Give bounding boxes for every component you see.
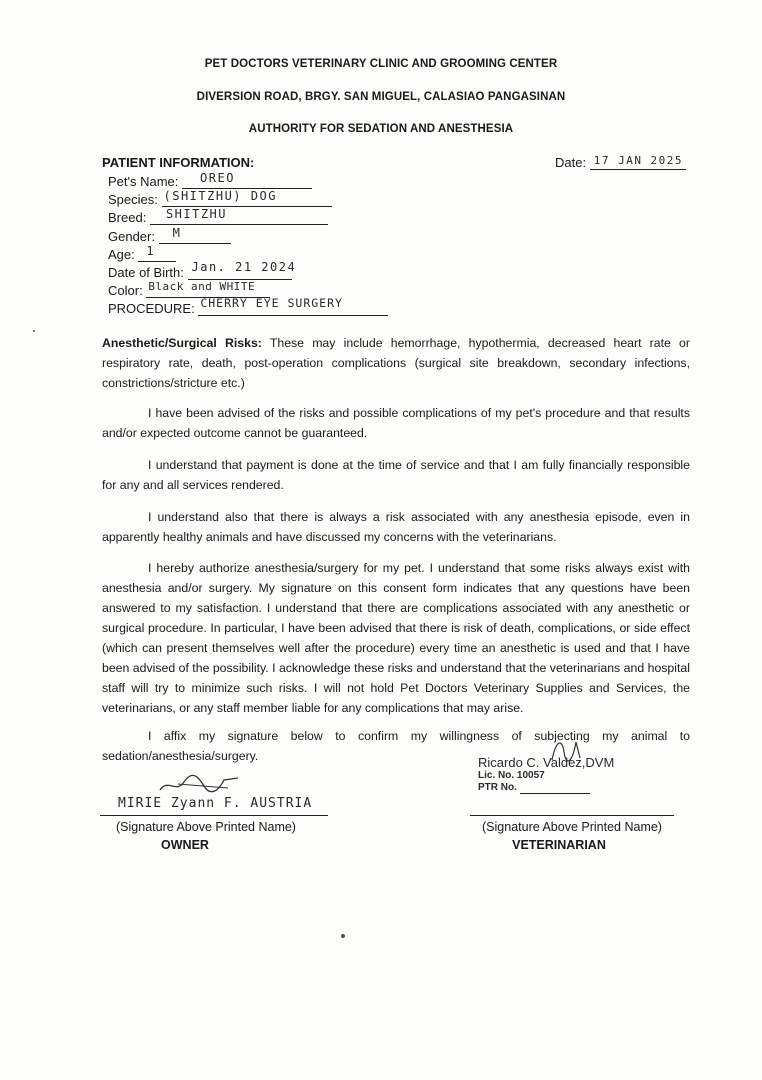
- vet-signature-caption: (Signature Above Printed Name): [482, 820, 662, 834]
- vet-ptr-label: PTR No.: [478, 782, 517, 793]
- field-label: Age:: [108, 247, 135, 262]
- field-line: [182, 171, 312, 189]
- field-label: PROCEDURE:: [108, 301, 195, 316]
- field-label: Breed:: [108, 210, 147, 225]
- color-value: Black and WHITE: [148, 280, 256, 293]
- field-label: Pet's Name:: [108, 174, 179, 189]
- owner-signature-line: [100, 815, 328, 816]
- field-label: Date of Birth:: [108, 265, 184, 280]
- vet-ptr: [478, 782, 614, 794]
- vet-signature-line: [470, 815, 674, 816]
- breed-value: SHITZHU: [165, 207, 228, 221]
- risks-text: These may include hemorrhage, hypothermia, decreased heart rate or respiratory rate, death, post-operation complications (surgical site breakdown, secondary infections, constrictions/stricture etc.): [102, 336, 690, 390]
- form-title: AUTHORITY FOR SEDATION AND ANESTHESIA: [248, 123, 514, 135]
- field-line: [188, 260, 297, 280]
- paragraph-payment: I understand that payment is done at the time of service and that I am fully financially responsible for any and all services rendered.: [102, 458, 690, 492]
- owner-signature-caption: (Signature Above Printed Name): [116, 820, 296, 834]
- patient-info-title: PATIENT INFORMATION:: [102, 155, 255, 170]
- procedure-value: CHERRY EYE SURGERY: [200, 296, 343, 310]
- owner-role-label: OWNER: [161, 838, 209, 852]
- field-procedure: [108, 296, 388, 316]
- paragraph-anesthesia-risk: I understand also that there is always a risk associated with any anesthesia episode, even in apparently healthy animals and have discussed my concerns with the veterinarians.: [102, 510, 690, 544]
- gender-value: M: [172, 226, 182, 240]
- date-label: Date:: [555, 155, 587, 170]
- risks-label: Anesthetic/Surgical Risks:: [102, 336, 262, 350]
- vet-ptr-line: [520, 784, 590, 794]
- scan-speck: [341, 934, 345, 938]
- field-date-of-birth: [108, 260, 297, 280]
- paragraph-authorization: I hereby authorize anesthesia/surgery for my pet. I understand that some risks always exist with anesthesia and/or surgery. My signature on this consent form indicates that any questions have been answered to my satisfaction. I understand that there are complications associated with any anesthetic or surgical procedure. In particular, I have been advised that there is risk of death, complications, or side effect (which can present themselves well after the procedure) every time an anesthetic is used and that I have been advised of the possibility. I acknowledge these risks and understand that the veterinarians and hospital staff will try to minimize such risks. I will not hold Pet Doctors Veterinary Supplies and Services, the veterinarians, or any staff member liable for any complications that may arise.: [102, 561, 690, 715]
- vet-role-label: VETERINARIAN: [512, 838, 606, 852]
- clinic-address: DIVERSION ROAD, BRGY. SAN MIGUEL, CALASIAO PANGASINAN: [196, 91, 566, 103]
- owner-signature-scribble: [158, 770, 244, 798]
- risks-paragraph: [102, 333, 690, 393]
- field-species: [108, 189, 332, 207]
- age-value: 1: [146, 244, 156, 258]
- field-line: [198, 296, 388, 316]
- field-line: [162, 189, 332, 207]
- paragraph-affix-signature: I affix my signature below to confirm my willingness of subjecting my animal to sedation/anesthesia/surgery.: [102, 729, 690, 763]
- field-line: [150, 207, 328, 225]
- field-breed: [108, 207, 328, 225]
- field-age: [108, 244, 176, 262]
- vet-stamp: [478, 756, 614, 794]
- field-line: [159, 226, 231, 244]
- vet-name: Ricardo C. Valdez,DVM: [478, 755, 615, 770]
- date-line: [590, 154, 686, 170]
- date-of-birth-value: Jan. 21 2024: [191, 260, 297, 274]
- field-label: Color:: [108, 283, 143, 298]
- field-label: Gender:: [108, 229, 155, 244]
- field-label: Species:: [108, 192, 158, 207]
- vet-license-number: Lic. No. 10057: [478, 770, 545, 781]
- paragraph-risks-advised: I have been advised of the risks and possible complications of my pet's procedure and that results and/or expected outcome cannot be guaranteed.: [102, 406, 690, 440]
- pets-name-value: OREO: [200, 171, 235, 185]
- scan-speck: [33, 330, 35, 332]
- clinic-name: PET DOCTORS VETERINARY CLINIC AND GROOMING CENTER: [204, 58, 558, 70]
- field-pets-name: [108, 171, 312, 189]
- date-value: 17 JAN 2025: [593, 154, 684, 167]
- date-field: [555, 155, 686, 170]
- field-gender: [108, 226, 231, 244]
- owner-printed-name: MIRIE Zyann F. AUSTRIA: [118, 796, 313, 811]
- species-value: (SHITZHU) DOG: [163, 189, 277, 203]
- field-line: [138, 244, 176, 262]
